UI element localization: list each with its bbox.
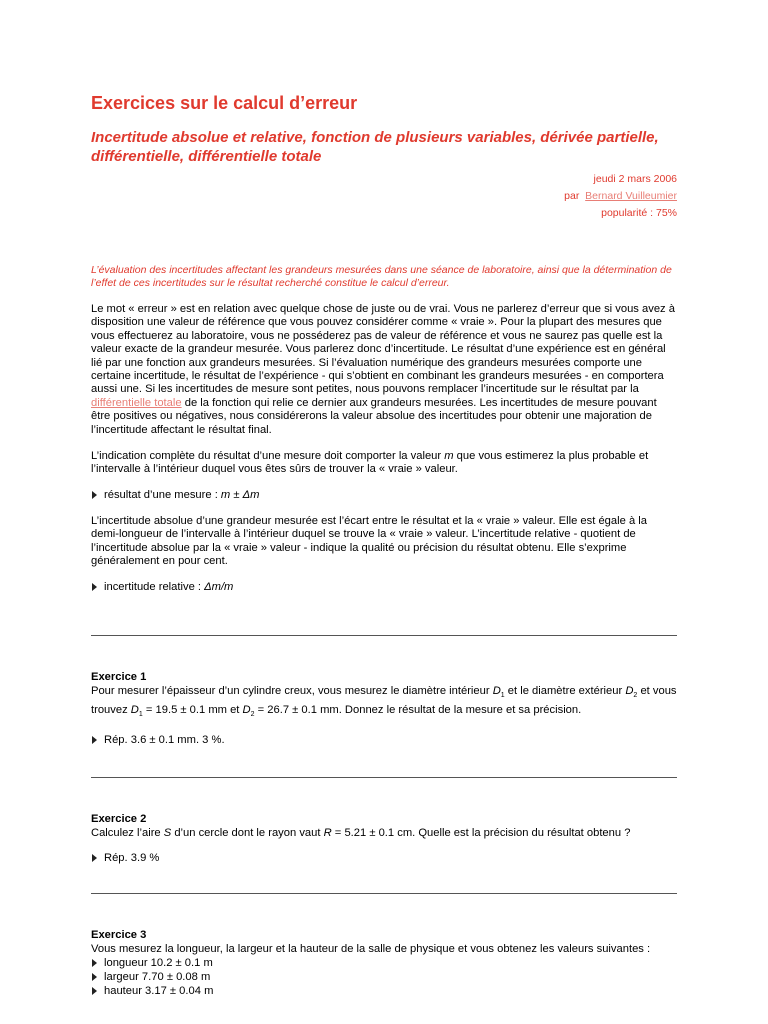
triangle-bullet-icon [92, 987, 97, 995]
triangle-bullet-icon [92, 959, 97, 967]
answer-text: Rép. 3.9 % [104, 851, 160, 864]
exercise-title: Exercice 3 [91, 928, 147, 941]
page-title: Exercices sur le calcul d’erreur [91, 93, 358, 113]
variable-d: D [242, 703, 251, 716]
exercise-text [91, 684, 677, 722]
triangle-bullet-icon [92, 854, 97, 862]
exercise-text [91, 826, 677, 840]
text-part: Pour mesurer l’épaisseur d’un cylindre creux, vous mesurez le diamètre intérieur [91, 684, 490, 697]
author-link[interactable]: Bernard Vuilleumier [585, 190, 677, 202]
text-part: et le diamètre extérieur [507, 684, 623, 697]
paragraph-text: de la fonction qui relie ce dernier aux grandeurs mesurées. Les incertitudes de mesure pouvant être positives ou négatives, nous considérerons la valeur absolue des incertitudes pour obtenir une majoration de l’incertitude affectant le résultat final. [91, 396, 657, 436]
subscript: 2 [250, 710, 255, 718]
text-part: = 5.21 ± 0.1 cm. Quelle est la précision du résultat obtenu ? [334, 826, 631, 839]
exercise-answer [91, 733, 677, 747]
exercise-1 [91, 670, 677, 747]
variable-m: m [444, 450, 454, 463]
answer-text: Rép. 3.6 ± 0.1 mm. 3 %. [104, 733, 225, 746]
differentielle-totale-link[interactable]: différentielle totale [91, 396, 182, 409]
formula: Δm/m [204, 580, 234, 593]
text-part: = 26.7 ± 0.1 mm. Donnez le résultat de la mesure et sa précision. [257, 703, 582, 716]
text-part: et vous trouvez [91, 684, 677, 716]
popularity: popularité : 75% [601, 207, 677, 219]
exercise-title: Exercice 2 [91, 812, 147, 825]
paragraph-text: L’indication complète du résultat d’une mesure doit comporter la valeur [91, 450, 442, 463]
triangle-bullet-icon [92, 736, 97, 744]
bullet-label: incertitude relative : [104, 580, 202, 593]
text-part: = 19.5 ± 0.1 mm et [145, 703, 240, 716]
variable-d: D [625, 684, 634, 697]
page-subtitle: Incertitude absolue et relative, fonction de plusieurs variables, dérivée partielle, différentielle, différentielle totale [91, 129, 659, 165]
triangle-bullet-icon [92, 973, 97, 981]
bullet-relative [91, 580, 677, 594]
text-part: d’un cercle dont le rayon vaut [174, 826, 321, 839]
bullet-label: résultat d’une mesure : [104, 488, 218, 501]
exercise-answer [91, 851, 677, 865]
exercise-text: Vous mesurez la longueur, la largeur et la hauteur de la salle de physique et vous obtenez les valeurs suivantes : [91, 942, 651, 955]
intro-paragraph: L’évaluation des incertitudes affectant les grandeurs mesurées dans une séance de laboratoire, ainsi que la détermination de l’effet de ces incertitudes sur le résultat recherché constitue le calcul d’erreur. [91, 264, 672, 289]
variable-r: R [323, 826, 332, 839]
subscript: 1 [138, 710, 143, 718]
exercise-2 [91, 812, 677, 865]
variable-d: D [492, 684, 501, 697]
variable-d: D [130, 703, 139, 716]
divider [91, 635, 677, 636]
divider [91, 893, 677, 894]
triangle-bullet-icon [92, 491, 97, 499]
triangle-bullet-icon [92, 583, 97, 591]
paragraph-text: que vous estimerez la plus probable et l’intervalle à l’intérieur duquel vous êtes sûrs de trouver la « vraie » valeur. [91, 450, 649, 476]
measurement-item [91, 984, 677, 998]
text-part: Calculez l’aire [91, 826, 161, 839]
paragraph-incertitude: L’incertitude absolue d’une grandeur mesurée est l’écart entre le résultat et la « vraie » valeur. Elle est égale à la demi-longueur de l’intervalle à l’intérieur duquel se trouve la « vraie » valeur. L’incertitude relative - quotient de l’incertitude absolue par la « vraie » valeur - indique la qualité ou précision du résultat obtenu. Elle s’exprime généralement en pour cent. [91, 514, 647, 568]
document-page [91, 92, 677, 998]
article-author-line [91, 188, 677, 205]
paragraph-text: Le mot « erreur » est en relation avec quelque chose de juste ou de vrai. Vous ne parlerez d’erreur que si vous avez à disposition une valeur de référence que vous pouvez considérer comme « vraie ». Pour la plupart des mesures que vous effectuerez au laboratoire, vous ne posséderez pas de valeur de référence et vous ne saurez pas quelle est la valeur exacte de la grandeur mesurée. Vous parlerez donc d’incertitude. Le résultat d’une expérience est en général lié par une fonction aux grandeurs mesurées. Si l’évaluation numérique des grandeurs mesurées comporte une certaine incertitude, le résultat de l’expérience - qui s’obtient en combinant les grandeurs mesurées - en comportera aussi une. Si les incertitudes de mesure sont petites, nous pouvons remplacer l’incertitude sur le résultat par la [91, 303, 675, 396]
bullet-resultat [91, 488, 677, 502]
variable-s: S [163, 826, 172, 839]
exercise-title: Exercice 1 [91, 670, 147, 683]
item-text: longueur 10.2 ± 0.1 m [104, 956, 213, 969]
article-meta [91, 171, 677, 222]
item-text: hauteur 3.17 ± 0.04 m [104, 984, 214, 997]
paragraph-erreur [91, 303, 677, 437]
formula: m ± Δm [220, 488, 260, 501]
measurement-item [91, 956, 677, 970]
by-label: par [564, 190, 580, 202]
paragraph-indication [91, 450, 677, 477]
exercise-3 [91, 928, 677, 998]
article-date: jeudi 2 mars 2006 [593, 173, 677, 185]
subscript: 1 [500, 691, 505, 699]
subscript: 2 [633, 691, 638, 699]
divider [91, 777, 677, 778]
item-text: largeur 7.70 ± 0.08 m [104, 970, 211, 983]
measurement-item [91, 970, 677, 984]
